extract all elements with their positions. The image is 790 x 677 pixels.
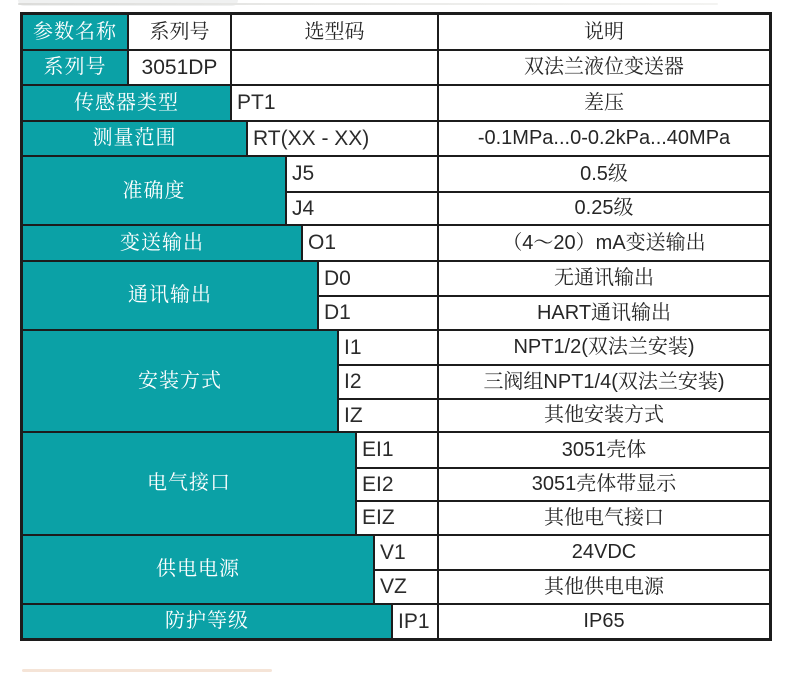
code-cell: I1 [339,331,439,365]
page-top-divider [18,3,718,5]
param-label: 供电电源 [23,536,375,603]
code-cell: RT(XX - XX) [248,122,439,156]
table-row-install-method [23,329,769,432]
page-bottom-decoration [22,669,272,672]
code-cell: I2 [339,366,439,398]
description-cell: 三阀组NPT1/4(双法兰安装) [483,370,725,393]
description-cell: 其他电气接口 [544,506,664,529]
code-cell: J5 [287,157,439,191]
description-cell: 差压 [584,91,624,114]
description-cell: （4～20）mA变送输出 [502,231,706,254]
code-cell: O1 [303,226,439,260]
description-cell: 3051壳体 [561,438,647,461]
table-row-sensor-type [23,84,769,120]
code-cell: V1 [375,536,439,570]
param-label: 安装方式 [23,331,339,432]
description-cell: 0.5级 [580,162,628,185]
description-cell: 其他供电电源 [544,575,664,598]
description-cell: 双法兰液位变送器 [524,56,684,79]
code-cell: IP1 [393,605,439,639]
code-cell: EI2 [357,469,439,501]
table-row-series [23,49,769,85]
description-cell: NPT1/2(双法兰安装) [513,336,695,359]
description-cell: 24VDC [571,541,637,564]
header-description: 说明 [584,20,624,43]
header-selection-code: 选型码 [232,15,439,49]
param-label: 传感器类型 [23,86,232,120]
code-cell: EI1 [357,433,439,467]
table-row-comm-output [23,260,769,329]
table-row-transmit-output [23,224,769,260]
empty-code-cell [232,51,439,85]
header-param-name: 参数名称 [23,15,129,49]
description-cell: IP65 [583,610,625,633]
table-row-power-supply [23,534,769,603]
description-cell: 无通讯输出 [554,267,654,290]
description-cell: 其他安装方式 [544,404,664,427]
description-cell: 3051壳体带显示 [531,473,677,496]
table-row-protection-rating [23,603,769,639]
description-cell: HART通讯输出 [536,301,672,324]
code-cell: IZ [339,400,439,432]
param-label: 系列号 [23,51,129,85]
param-label: 变送输出 [23,226,303,260]
code-cell: EIZ [357,502,439,534]
description-cell: 0.25级 [574,197,634,220]
param-label: 准确度 [23,157,287,224]
header-series-no: 系列号 [129,15,232,49]
series-number-cell: 3051DP [129,51,232,85]
param-label: 测量范围 [23,122,248,156]
code-cell: D0 [319,262,439,296]
param-label: 电气接口 [23,433,357,534]
table-header-row [23,15,769,49]
description-cell: -0.1MPa...0-0.2kPa...40MPa [477,127,731,150]
code-cell: J4 [287,193,439,225]
code-cell: VZ [375,571,439,603]
table-row-electrical-interface [23,431,769,534]
param-label: 通讯输出 [23,262,319,329]
table-row-measure-range [23,120,769,156]
model-selection-table [20,12,772,641]
code-cell: D1 [319,297,439,329]
param-label: 防护等级 [23,605,393,639]
table-row-accuracy [23,155,769,224]
code-cell: PT1 [232,86,439,120]
